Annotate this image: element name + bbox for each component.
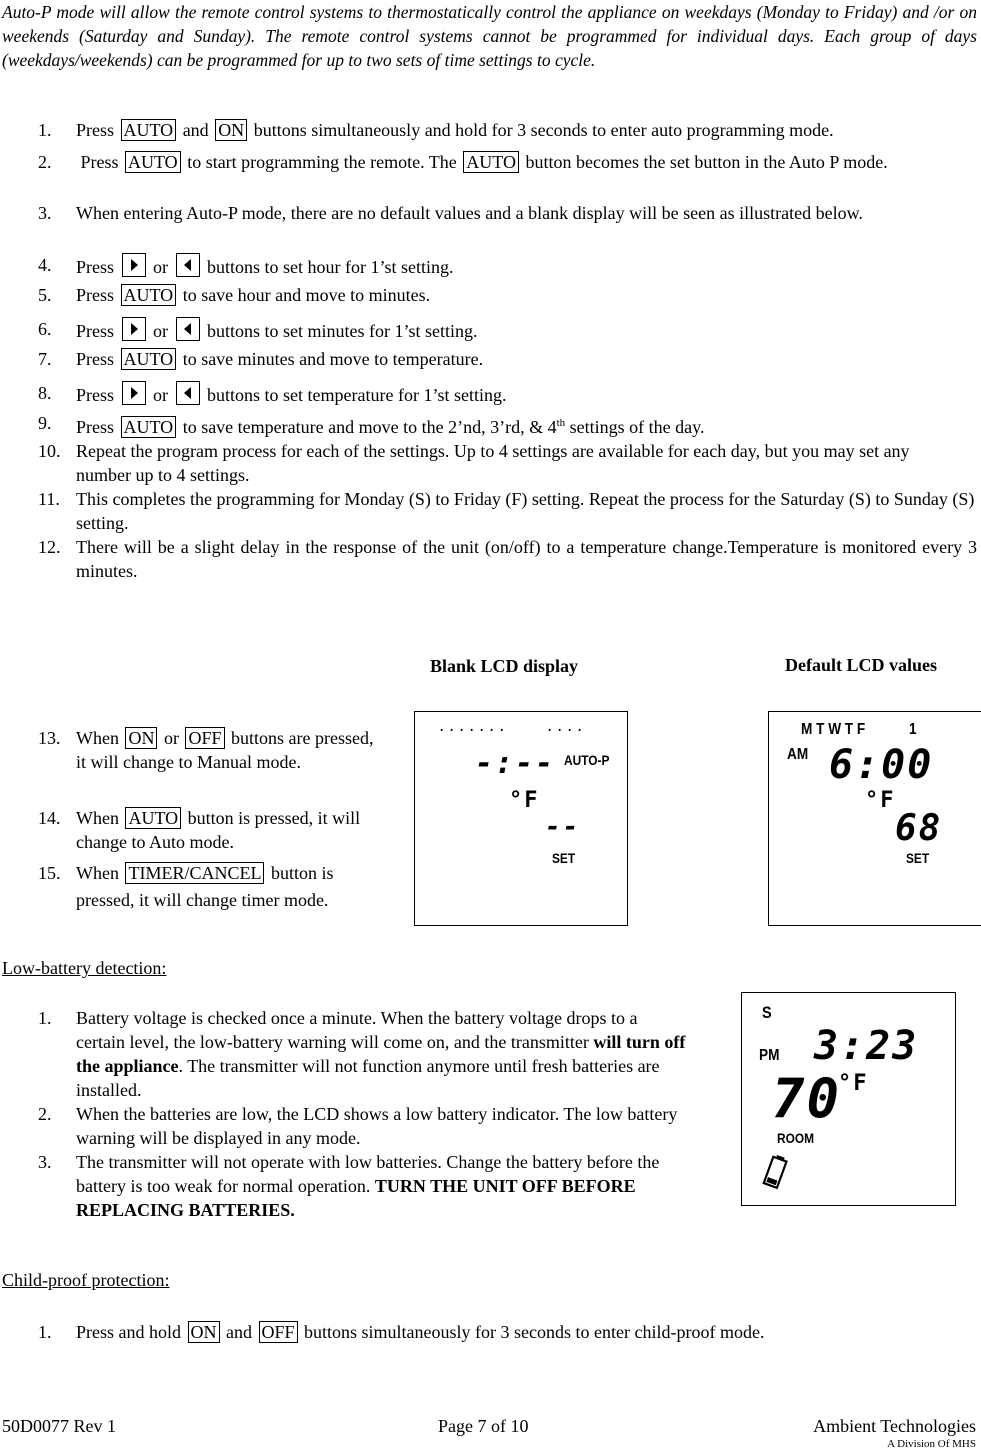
right-arrow-icon	[122, 317, 146, 341]
lcd-set: SET	[552, 850, 576, 866]
lcd-temp: --	[545, 812, 581, 842]
list-item: 12. There will be a slight delay in the response of the unit (on/off) to a temperature change.Temperature is monitored every 3 minutes.	[38, 537, 977, 581]
list-item: 9. Press AUTO to save temperature and move to the 2’nd, 3’rd, & 4th settings of the day.	[38, 413, 705, 437]
mode-steps	[0, 726, 380, 914]
left-arrow-icon	[176, 381, 200, 405]
list-item: 1. Press AUTO and ON buttons simultaneously and hold for 3 seconds to enter auto programming mode.	[38, 120, 834, 140]
lcd-unit: °F	[865, 788, 896, 813]
auto-button: AUTO	[121, 416, 177, 438]
footer-doc-number: 50D0077 Rev 1	[2, 1416, 116, 1436]
lcd-unit: °F	[509, 788, 540, 813]
on-button: ON	[188, 1321, 220, 1343]
list-item: 3. The transmitter will not operate with low batteries. Change the battery before the battery is too weak for normal operation. TURN THE UNIT OFF BEFORE REPLACING BATTERIES.	[38, 1152, 660, 1220]
list-item: 1. Press and hold ON and OFF buttons simultaneously for 3 seconds to enter child-proof mode.	[38, 1322, 765, 1342]
caption-default-lcd: Default LCD values	[785, 655, 937, 675]
auto-button: AUTO	[121, 284, 177, 306]
footer-page-number: Page 7 of 10	[438, 1416, 529, 1436]
list-item: 14. When AUTO button is pressed, it will change to Auto mode.	[38, 808, 361, 852]
right-arrow-icon	[122, 253, 146, 277]
low-battery-lcd-display	[741, 992, 956, 1206]
footer-company: Ambient Technologies	[813, 1416, 976, 1436]
list-item: 10. Repeat the program process for each of the settings. Up to 4 settings are available for each day, but you may set any number up to 4 settings.	[38, 441, 910, 485]
on-button: ON	[215, 119, 247, 141]
intro-paragraph: Auto-P mode will allow the remote control systems to thermostatically control the appliance on weekdays (Monday to Friday) and /or on weekends (Saturday and Sunday). The remote control systems cannot be programmed for individual days. Each group of days (weekdays/weekends) can be programmed for up to two sets of time settings to cycle.	[2, 2, 977, 70]
child-proof-steps	[0, 1320, 977, 1348]
low-battery-heading: Low-battery detection:	[2, 958, 167, 978]
auto-button: AUTO	[125, 807, 181, 829]
list-item: 15. When TIMER/CANCEL button is pressed, it will change timer mode.	[38, 863, 334, 910]
lcd-day: S	[762, 1003, 772, 1022]
list-item: 13. When ON or OFF buttons are pressed, it will change to Manual mode.	[38, 728, 374, 772]
list-item: 3. When entering Auto-P mode, there are no default values and a blank display will be seen as illustrated below.	[38, 203, 863, 223]
auto-button: AUTO	[463, 151, 519, 173]
lcd-period: 1	[909, 721, 917, 738]
off-button: OFF	[185, 727, 224, 749]
lcd-unit: °F	[838, 1071, 869, 1096]
timer-cancel-button: TIMER/CANCEL	[125, 862, 264, 884]
auto-button: AUTO	[121, 348, 177, 370]
auto-button: AUTO	[121, 119, 177, 141]
lcd-mode: AUTO-P	[564, 752, 610, 768]
lcd-set: SET	[906, 850, 930, 866]
lcd-temp: 70	[772, 1067, 842, 1130]
list-item: 8. Press or buttons to set temperature for 1’st setting.	[38, 383, 507, 405]
caption-blank-lcd: Blank LCD display	[430, 656, 579, 676]
list-item: 11. This completes the programming for Monday (S) to Friday (F) setting. Repeat the process for the Saturday (S) to Sunday (S) setting.	[38, 489, 975, 533]
lcd-days: M T W T F	[801, 721, 866, 738]
blank-lcd-display	[414, 711, 628, 926]
lcd-day-dots: . . . . . . .	[440, 718, 506, 734]
list-item: 6. Press or buttons to set minutes for 1’st setting.	[38, 319, 478, 341]
lcd-time: 6:00	[829, 742, 934, 788]
battery-steps	[0, 1006, 690, 1222]
list-item: 4. Press or buttons to set hour for 1’st setting.	[38, 255, 454, 277]
child-proof-heading: Child-proof protection:	[2, 1270, 170, 1290]
lcd-time: -:--	[475, 746, 556, 781]
lcd-ampm: AM	[787, 746, 809, 763]
list-item: 5. Press AUTO to save hour and move to minutes.	[38, 285, 431, 305]
list-item: 7. Press AUTO to save minutes and move to temperature.	[38, 349, 484, 369]
list-item: 2. Press AUTO to start programming the remote. The AUTO button becomes the set button in the Auto P mode.	[38, 152, 888, 172]
footer-division: A Division Of MHS	[887, 1438, 976, 1450]
list-item: 1. Battery voltage is checked once a minute. When the battery voltage drops to a certain level, the low-battery warning will come on, and the transmitter will turn off the appliance. The transmitter will not function anymore until fresh batteries are installed.	[38, 1008, 686, 1100]
on-button: ON	[125, 727, 157, 749]
lcd-ampm: PM	[759, 1047, 780, 1064]
auto-button: AUTO	[125, 151, 181, 173]
lcd-room: ROOM	[777, 1130, 815, 1146]
right-arrow-icon	[122, 381, 146, 405]
left-arrow-icon	[176, 253, 200, 277]
default-lcd-display	[768, 711, 981, 926]
list-item: 2. When the batteries are low, the LCD shows a low battery indicator. The low battery warning will be displayed in any mode.	[38, 1104, 678, 1148]
lcd-period-dots: . . . .	[548, 718, 584, 734]
lcd-temp: 68	[895, 808, 943, 849]
off-button: OFF	[259, 1321, 298, 1343]
lcd-time: 3:23	[814, 1023, 919, 1069]
low-battery-icon	[762, 1153, 792, 1193]
programming-steps	[0, 118, 977, 583]
left-arrow-icon	[176, 317, 200, 341]
